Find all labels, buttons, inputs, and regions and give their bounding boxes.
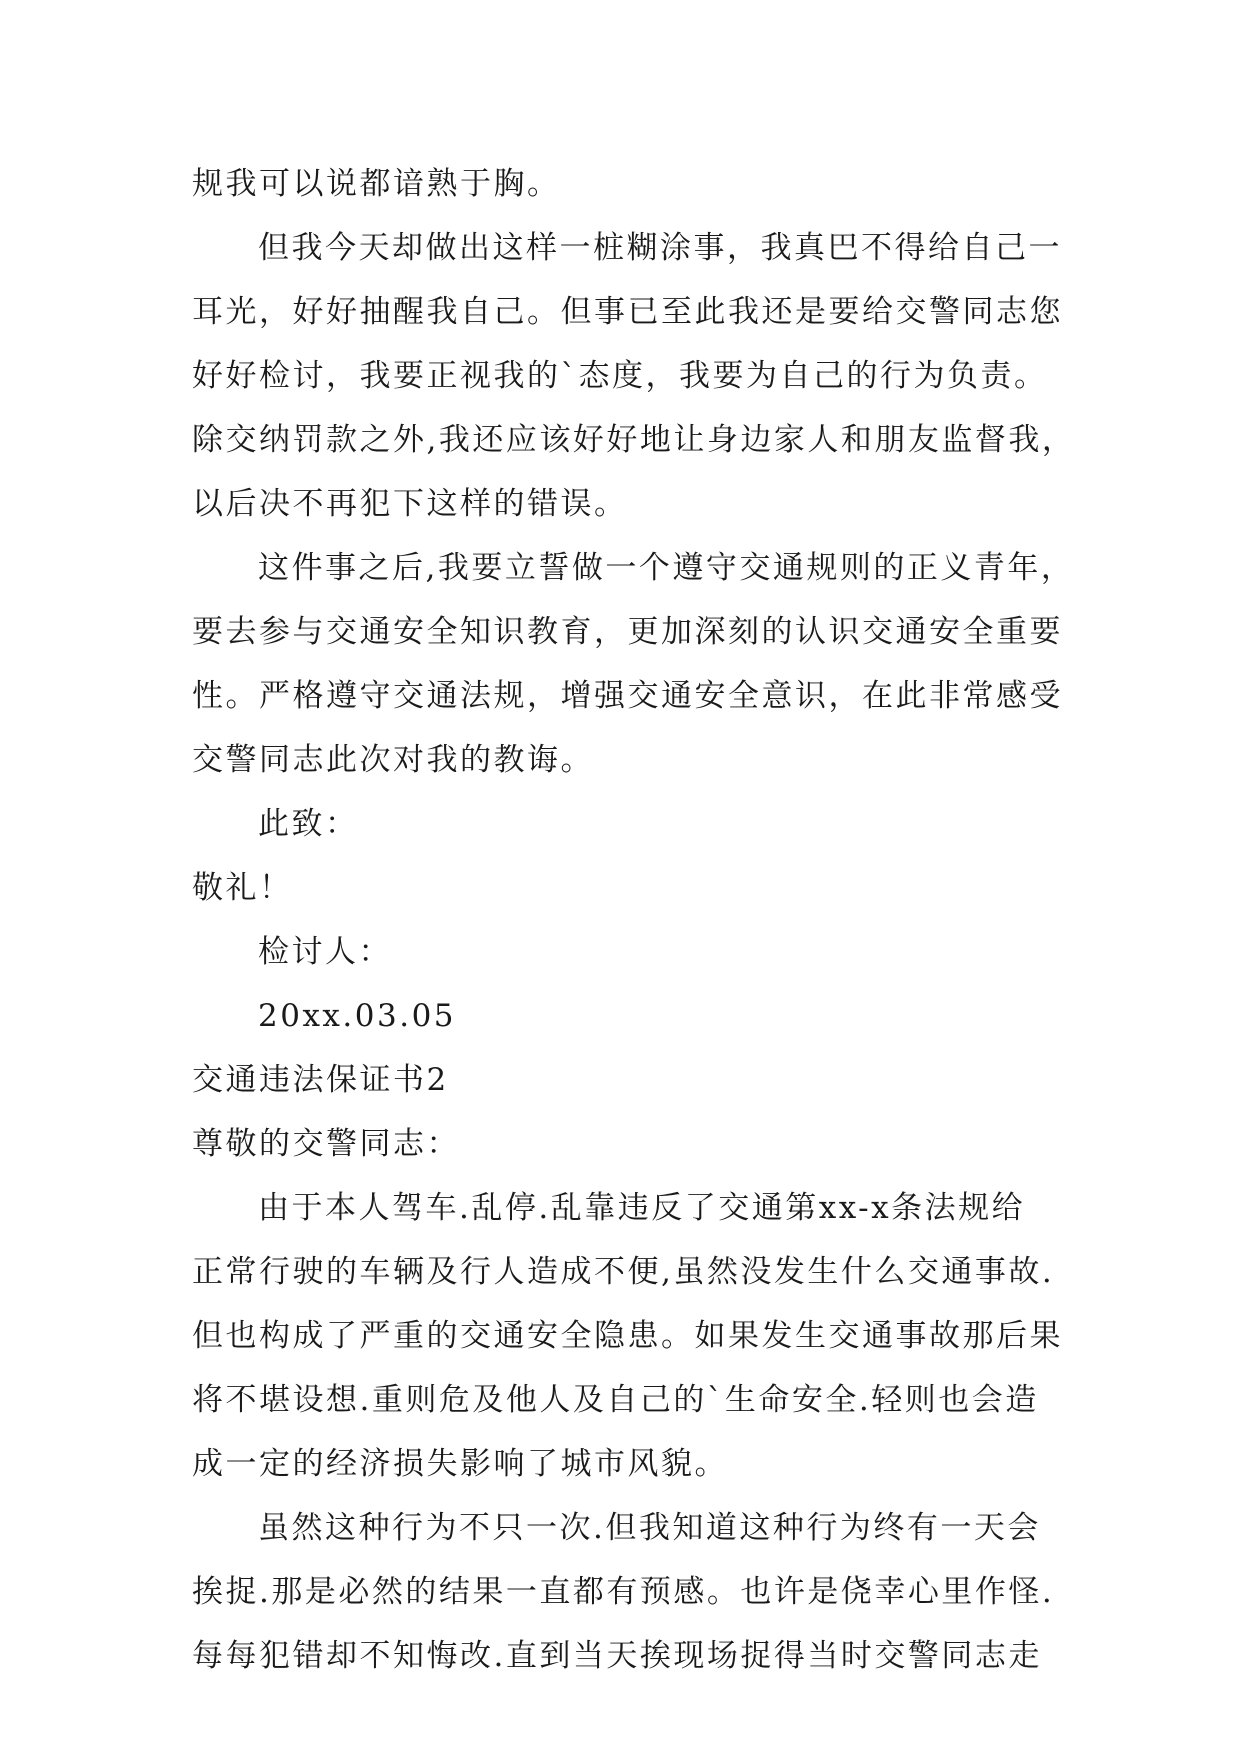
text-line: 以后决不再犯下这样的错误。 [192,486,628,522]
salutation-respect: 敬礼！ [192,870,293,906]
text-line: 由于本人驾车.乱停.乱靠违反了交通第xx-x条法规给 [258,1190,1026,1226]
text-line: 虽然这种行为不只一次.但我知道这种行为终有一天会 [258,1510,1041,1546]
section-title: 交通违法保证书2 [192,1062,449,1098]
text-line: 除交纳罚款之外,我还应该好好地让身边家人和朋友监督我， [192,422,1076,458]
text-line: 规我可以说都谙熟于胸。 [192,166,561,202]
text-line: 将不堪设想.重则危及他人及自己的`生命安全.轻则也会造 [192,1382,1039,1418]
greeting: 尊敬的交警同志： [192,1126,460,1162]
text-line: 要去参与交通安全知识教育，更加深刻的认识交通安全重要 [192,614,1063,650]
text-line: 好好检讨，我要正视我的`态度，我要为自己的行为负责。 [192,358,1048,394]
salutation-closing: 此致： [258,806,359,842]
text-line: 成一定的经济损失影响了城市风貌。 [192,1446,728,1482]
text-line: 耳光，好好抽醒我自己。但事已至此我还是要给交警同志您 [192,294,1063,330]
text-line: 正常行驶的车辆及行人造成不便,虽然没发生什么交通事故. [192,1254,1055,1290]
signer-label: 检讨人： [258,934,392,970]
text-line: 性。严格遵守交通法规，增强交通安全意识，在此非常感受 [192,678,1063,714]
text-line: 挨捉.那是必然的结果一直都有预感。也许是侥幸心里作怪. [192,1574,1055,1610]
text-line: 这件事之后,我要立誓做一个遵守交通规则的正义青年， [258,550,1075,586]
text-line: 但我今天却做出这样一桩糊涂事，我真巴不得给自己一 [258,230,1062,266]
document-date: 20xx.03.05 [258,998,457,1034]
text-line: 但也构成了严重的交通安全隐患。如果发生交通事故那后果 [192,1318,1063,1354]
document-body [192,152,1076,1688]
text-line: 交警同志此次对我的教诲。 [192,742,594,778]
text-line: 每每犯错却不知悔改.直到当天挨现场捉得当时交警同志走 [192,1638,1042,1674]
